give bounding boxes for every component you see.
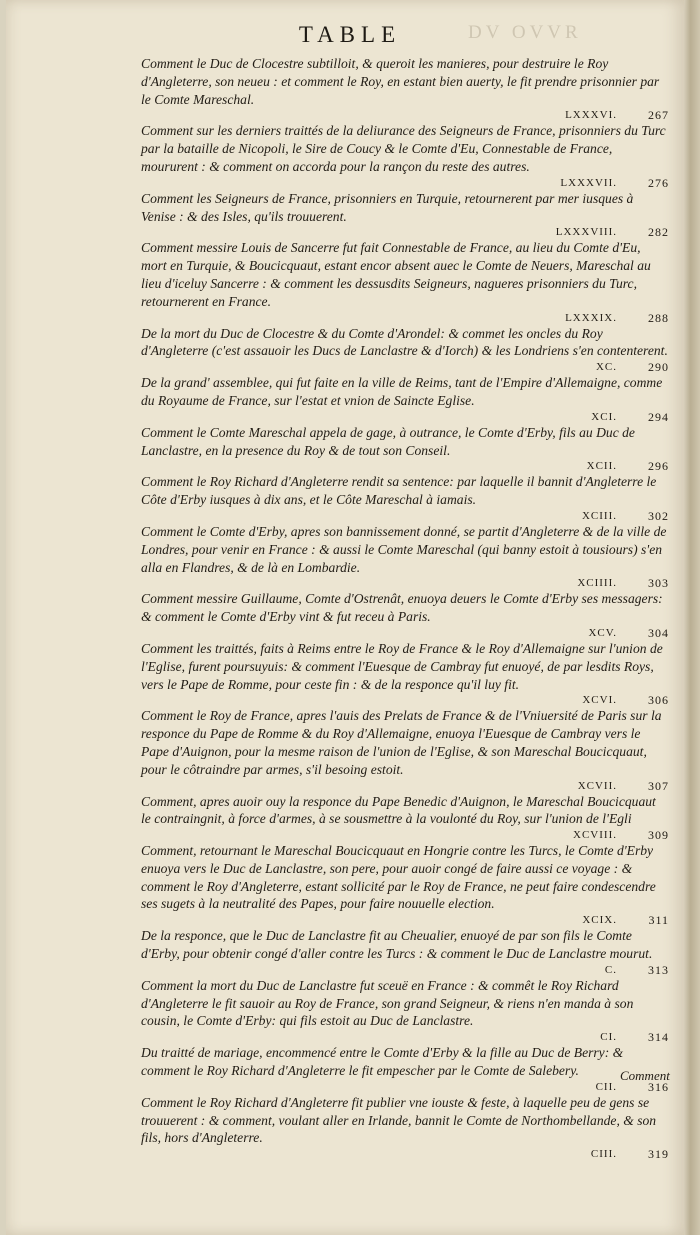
toc-entry-text: Comment le Roy de France, apres l'auis des Prelats de France & de l'Vniuersité de Paris sur la responce du Pape de Romme & du Roy d'Allemaigne, enuoya l'Euesque de Cambray vers le Pape d'Auignon, pour la mesme raison de l'union de l'Eglise, & son Mareschal Boucicquaut, pour le côtraindre par armes, s'il besoing estoit. [141, 708, 662, 777]
page-number: 288 [648, 310, 669, 325]
toc-entry-reference [141, 176, 669, 190]
page-number: 314 [648, 1030, 669, 1045]
toc-entry [141, 239, 669, 324]
toc-entry-reference [141, 963, 669, 977]
toc-entry [141, 473, 669, 523]
page-number: 306 [648, 693, 669, 708]
toc-entry-reference [141, 913, 669, 927]
toc-entry-reference [141, 360, 669, 374]
toc-entry [141, 640, 669, 707]
page-number: 296 [648, 459, 669, 474]
toc-entry [141, 190, 669, 240]
toc-entry-reference [141, 626, 669, 640]
chapter-number: CIII. [590, 1148, 617, 1161]
toc-entry-text: Comment les Seigneurs de France, prisonniers en Turquie, retournerent par mer iusques à Venise : & des Isles, qu'ils trouuerent. [141, 190, 634, 224]
toc-entry-reference [141, 108, 669, 122]
page-number: 319 [648, 1147, 669, 1162]
toc-entry [141, 977, 669, 1044]
chapter-number: XC. [595, 361, 617, 374]
toc-entry-text: Comment, retournant le Mareschal Boucicquaut en Hongrie contre les Turcs, le Comte d'Erby enuoya vers le Duc de Lanclastre, son pere, pour auoir congé de faire aussi ce voyage : & comment le Roy d'Angleterre, estant sollicité par le Roy de France, ne peut faire condescendre ses sugets à la neutralité des Papes, pour faire nouuelle election. [141, 843, 656, 912]
chapter-number: XCVIII. [573, 829, 617, 842]
bleed-through-text: DV OVVR [468, 22, 582, 43]
chapter-number: XCII. [586, 460, 617, 473]
running-title: TABLE [298, 22, 402, 47]
toc-entry [141, 55, 669, 122]
toc-entry [141, 1044, 669, 1094]
chapter-number: XCVII. [577, 779, 617, 792]
toc-entry-reference [141, 509, 669, 523]
toc-entry-text: Comment le Comte Mareschal appela de gage, à outrance, le Comte d'Erby, fils au Duc de Lanclastre, en la presence du Roy & de tout son Conseil. [141, 424, 635, 458]
toc-entry [141, 325, 669, 375]
chapter-number: LXXXVI. [565, 109, 617, 122]
chapter-number: XCIX. [582, 914, 617, 927]
toc-entry-reference [141, 459, 669, 473]
toc-entry [141, 523, 669, 590]
table-of-contents [141, 55, 669, 1161]
page-edge [684, 0, 700, 1235]
chapter-number: LXXXVIII. [555, 226, 617, 239]
toc-entry [141, 122, 669, 189]
toc-entry-text: Comment messire Louis de Sancerre fut fait Connestable de France, au lieu du Comte d'Eu, mort en Turquie, & Boucicquaut, estant encor absent auec le Comte de Neuers, Mareschal au lieu d'iceluy Sancerre : & comment les dessusdits Seigneurs, nagueres prisonniers du Turc, retournerent en France. [141, 240, 651, 309]
toc-entry-text: Comment messire Guillaume, Comte d'Ostrenât, enuoya deuers le Comte d'Erby ses messagers: & comment le Comte d'Erby vint & fut receu à Paris. [141, 591, 663, 625]
toc-entry-text: Comment, apres auoir ouy la responce du Pape Benedic d'Auignon, le Mareschal Boucicquaut le contraingnit, à force d'armes, à se sousmettre à la voulonté du Roy, sur l'union de l'Egli [141, 793, 656, 827]
page-number: 304 [648, 625, 669, 640]
toc-entry-reference [141, 225, 669, 239]
page-number: 282 [648, 225, 669, 240]
chapter-number: XCI. [591, 410, 617, 423]
toc-entry-text: De la mort du Duc de Clocestre & du Comte d'Arondel: & commet les oncles du Roy d'Angleterre (c'est assauoir les Ducs de Lanclastre & d'Iorch) & les Londriens s'en contenterent. [141, 325, 668, 359]
page-number: 276 [648, 175, 669, 190]
page-number: 267 [648, 108, 669, 123]
page-number: 316 [648, 1079, 669, 1094]
page-number: 313 [648, 962, 669, 977]
toc-entry-text: Du traitté de mariage, encommencé entre le Comte d'Erby & la fille au Duc de Berry: & comment le Roy Richard d'Angleterre le fit empescher par le Comte de Salebery. [141, 1045, 624, 1079]
page-number: 311 [648, 913, 669, 928]
toc-entry [141, 927, 669, 977]
toc-entry-text: De la responce, que le Duc de Lanclastre fit au Cheualier, enuoyé de par son fils le Comte d'Erby, pour obtenir congé d'aller contre les Turcs : & comment le Duc de Lanclastre mourut. [141, 928, 653, 962]
toc-entry-reference [141, 779, 669, 793]
toc-entry-text: Comment le Duc de Clocestre subtilloit, & queroit les manieres, pour destruire le Roy d'Angleterre, son neueu : et comment le Roy, en estant bien auerty, le fit prendre prisonnier par le Comte Mareschal. [141, 56, 660, 107]
toc-entry [141, 793, 669, 843]
toc-entry-text: Comment sur les derniers traittés de la deliurance des Seigneurs de France, prisonniers du Turc par la bataille de Nicopoli, le Sire de Coucy & le Comte d'Eu, Connestable de France, moururent : & comment on accorda pour la rançon du reste des autres. [141, 123, 666, 174]
toc-entry [141, 590, 669, 640]
page-number: 309 [648, 828, 669, 843]
chapter-number: LXXXIX. [565, 311, 617, 324]
toc-entry [141, 374, 669, 424]
chapter-number: C. [604, 963, 617, 976]
toc-entry-reference [141, 311, 669, 325]
chapter-number: CII. [595, 1080, 617, 1093]
toc-entry [141, 424, 669, 474]
toc-entry-reference [141, 828, 669, 842]
toc-entry-text: Comment le Roy Richard d'Angleterre rendit sa sentence: par laquelle il bannit d'Angleterre le Côte d'Erby iusques à dix ans, et le Côte Mareschal à iamais. [141, 474, 657, 508]
toc-entry-text: Comment la mort du Duc de Lanclastre fut sceuë en France : & commêt le Roy Richard d'Angleterre le fit sauoir au Roy de France, son grand Seigneur, & riens n'en manda à son cousin, le Comte d'Erby: qui fils estoit au Duc de Lanclastre. [141, 977, 634, 1029]
toc-entry-reference [141, 576, 669, 590]
chapter-number: XCV. [588, 626, 617, 639]
toc-entry-reference [141, 1147, 669, 1161]
toc-entry-text: Comment les traittés, faits à Reims entre le Roy de France & le Roy d'Allemaigne sur l'union de l'Eglise, furent poursuyuis: & comment l'Euesque de Cambray fut enuoyé, de par lesdits Roys, vers le Pape de Romme, pour ceste fin : & de la responce qu'il luy fit. [141, 640, 663, 692]
chapter-number: XCVI. [582, 694, 617, 707]
toc-entry-reference [141, 410, 669, 424]
chapter-number: LXXXVII. [560, 176, 617, 189]
page-number: 294 [648, 409, 669, 424]
toc-entry-text: De la grand' assemblee, qui fut faite en la ville de Reims, tant de l'Empire d'Allemaigne, comme du Royaume de France, sur l'estat et vnion de Saincte Eglise. [141, 375, 663, 408]
toc-entry-text: Comment le Comte d'Erby, apres son bannissement donné, se partit d'Angleterre & de la ville de Londres, pour venir en France : & aussi le Comte Mareschal (qui banny estoit à tousiours) s'en alla en Flandres, & de là en Lombardie. [141, 523, 667, 575]
chapter-number: CI. [600, 1031, 617, 1044]
page-number: 290 [648, 360, 669, 375]
toc-entry [141, 842, 669, 927]
page-number: 303 [648, 576, 669, 591]
page-number: 302 [648, 508, 669, 523]
catchword: Comment [620, 1068, 670, 1083]
toc-entry-reference [141, 1080, 669, 1094]
page-number: 307 [648, 778, 669, 793]
chapter-number: XCIII. [581, 509, 617, 522]
toc-entry [141, 707, 669, 792]
chapter-number: XCIIII. [577, 577, 617, 590]
toc-entry-text: Comment le Roy Richard d'Angleterre fit publier vne iouste & feste, à laquelle peu de gens se trouuerent : & comment, voulant aller en Irlande, bannit le Comte de Northombellande, & son fils, hors d'Angleterre. [141, 1094, 657, 1146]
toc-entry-reference [141, 693, 669, 707]
toc-entry-reference [141, 1030, 669, 1044]
toc-entry [141, 1094, 669, 1161]
